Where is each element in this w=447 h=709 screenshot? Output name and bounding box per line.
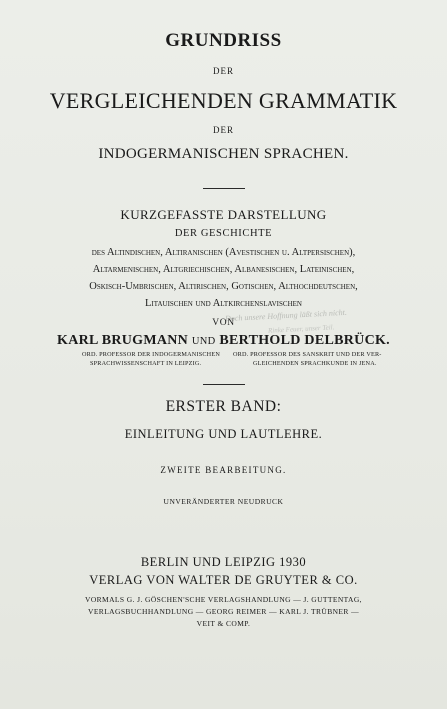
description-heading: KURZGEFASSTE DARSTELLUNG (120, 207, 327, 222)
affiliation-delbrueck: ORD. PROFESSOR DES SANSKRIT UND DER VER- GLEICHENDEN SPRACHKUNDE IN JENA. (233, 351, 382, 367)
book-subject: VERGLEICHENDEN GRAMMATIK (49, 88, 398, 113)
bleed-through-text-2: Rinke Feuer, unser Teil. (267, 323, 335, 335)
authors-und: UND (191, 336, 216, 347)
language-list-line-4: Litauischen und Altkirchenslavischen (145, 298, 302, 309)
author-delbrueck: BERTHOLD DELBRÜCK. (219, 333, 390, 348)
imprint-place-year: BERLIN UND LEIPZIG 1930 (140, 555, 307, 569)
author-brugmann: KARL BRUGMANN (57, 333, 189, 348)
edition-note: ZWEITE BEARBEITUNG. (160, 465, 287, 475)
description-sub: DER GESCHICHTE (174, 228, 273, 239)
volume-band: ERSTER BAND: (165, 398, 282, 415)
title-der-2: DER (213, 125, 234, 135)
authors-line (0, 333, 447, 349)
authors-von: VON (212, 318, 235, 328)
imprint-formerly-2: VERLAGSBUCHHANDLUNG — GEORG REIMER — KARL J. TRÜBNER — (88, 607, 359, 616)
bleed-through-text-1: Doch unsere Hoffnung läßt sich nicht. (224, 307, 348, 324)
title-der-1: DER (213, 66, 234, 76)
language-list-line-3: Oskisch-Umbrischen, Altirischen, Gotischen, Althochdeutschen, (89, 281, 358, 292)
language-list-line-2: Altarmenischen, Altgriechischen, Albanesischen, Lateinischen, (92, 264, 355, 275)
imprint-formerly-3: VEIT & COMP. (196, 619, 251, 628)
language-list-line-1: des Altindischen, Altiranischen (Avestischen u. Altpersischen), (91, 247, 356, 258)
volume-topic: EINLEITUNG UND LAUTLEHRE. (124, 427, 323, 441)
reprint-note: UNVERÄNDERTER NEUDRUCK (163, 497, 284, 506)
book-languages: INDOGERMANISCHEN SPRACHEN. (98, 146, 349, 162)
book-title: GRUNDRISS (165, 30, 282, 51)
divider-rule-middle (203, 384, 245, 385)
affiliation-brugmann: ORD. PROFESSOR DER INDOGERMANISCHEN SPRACHWISSENSCHAFT IN LEIPZIG. (82, 351, 220, 367)
divider-rule-top (203, 188, 245, 189)
imprint-publisher: VERLAG VON WALTER DE GRUYTER & CO. (89, 573, 358, 587)
imprint-formerly-1: VORMALS G. J. GÖSCHEN'SCHE VERLAGSHANDLUNG — J. GUTTENTAG, (85, 595, 362, 604)
